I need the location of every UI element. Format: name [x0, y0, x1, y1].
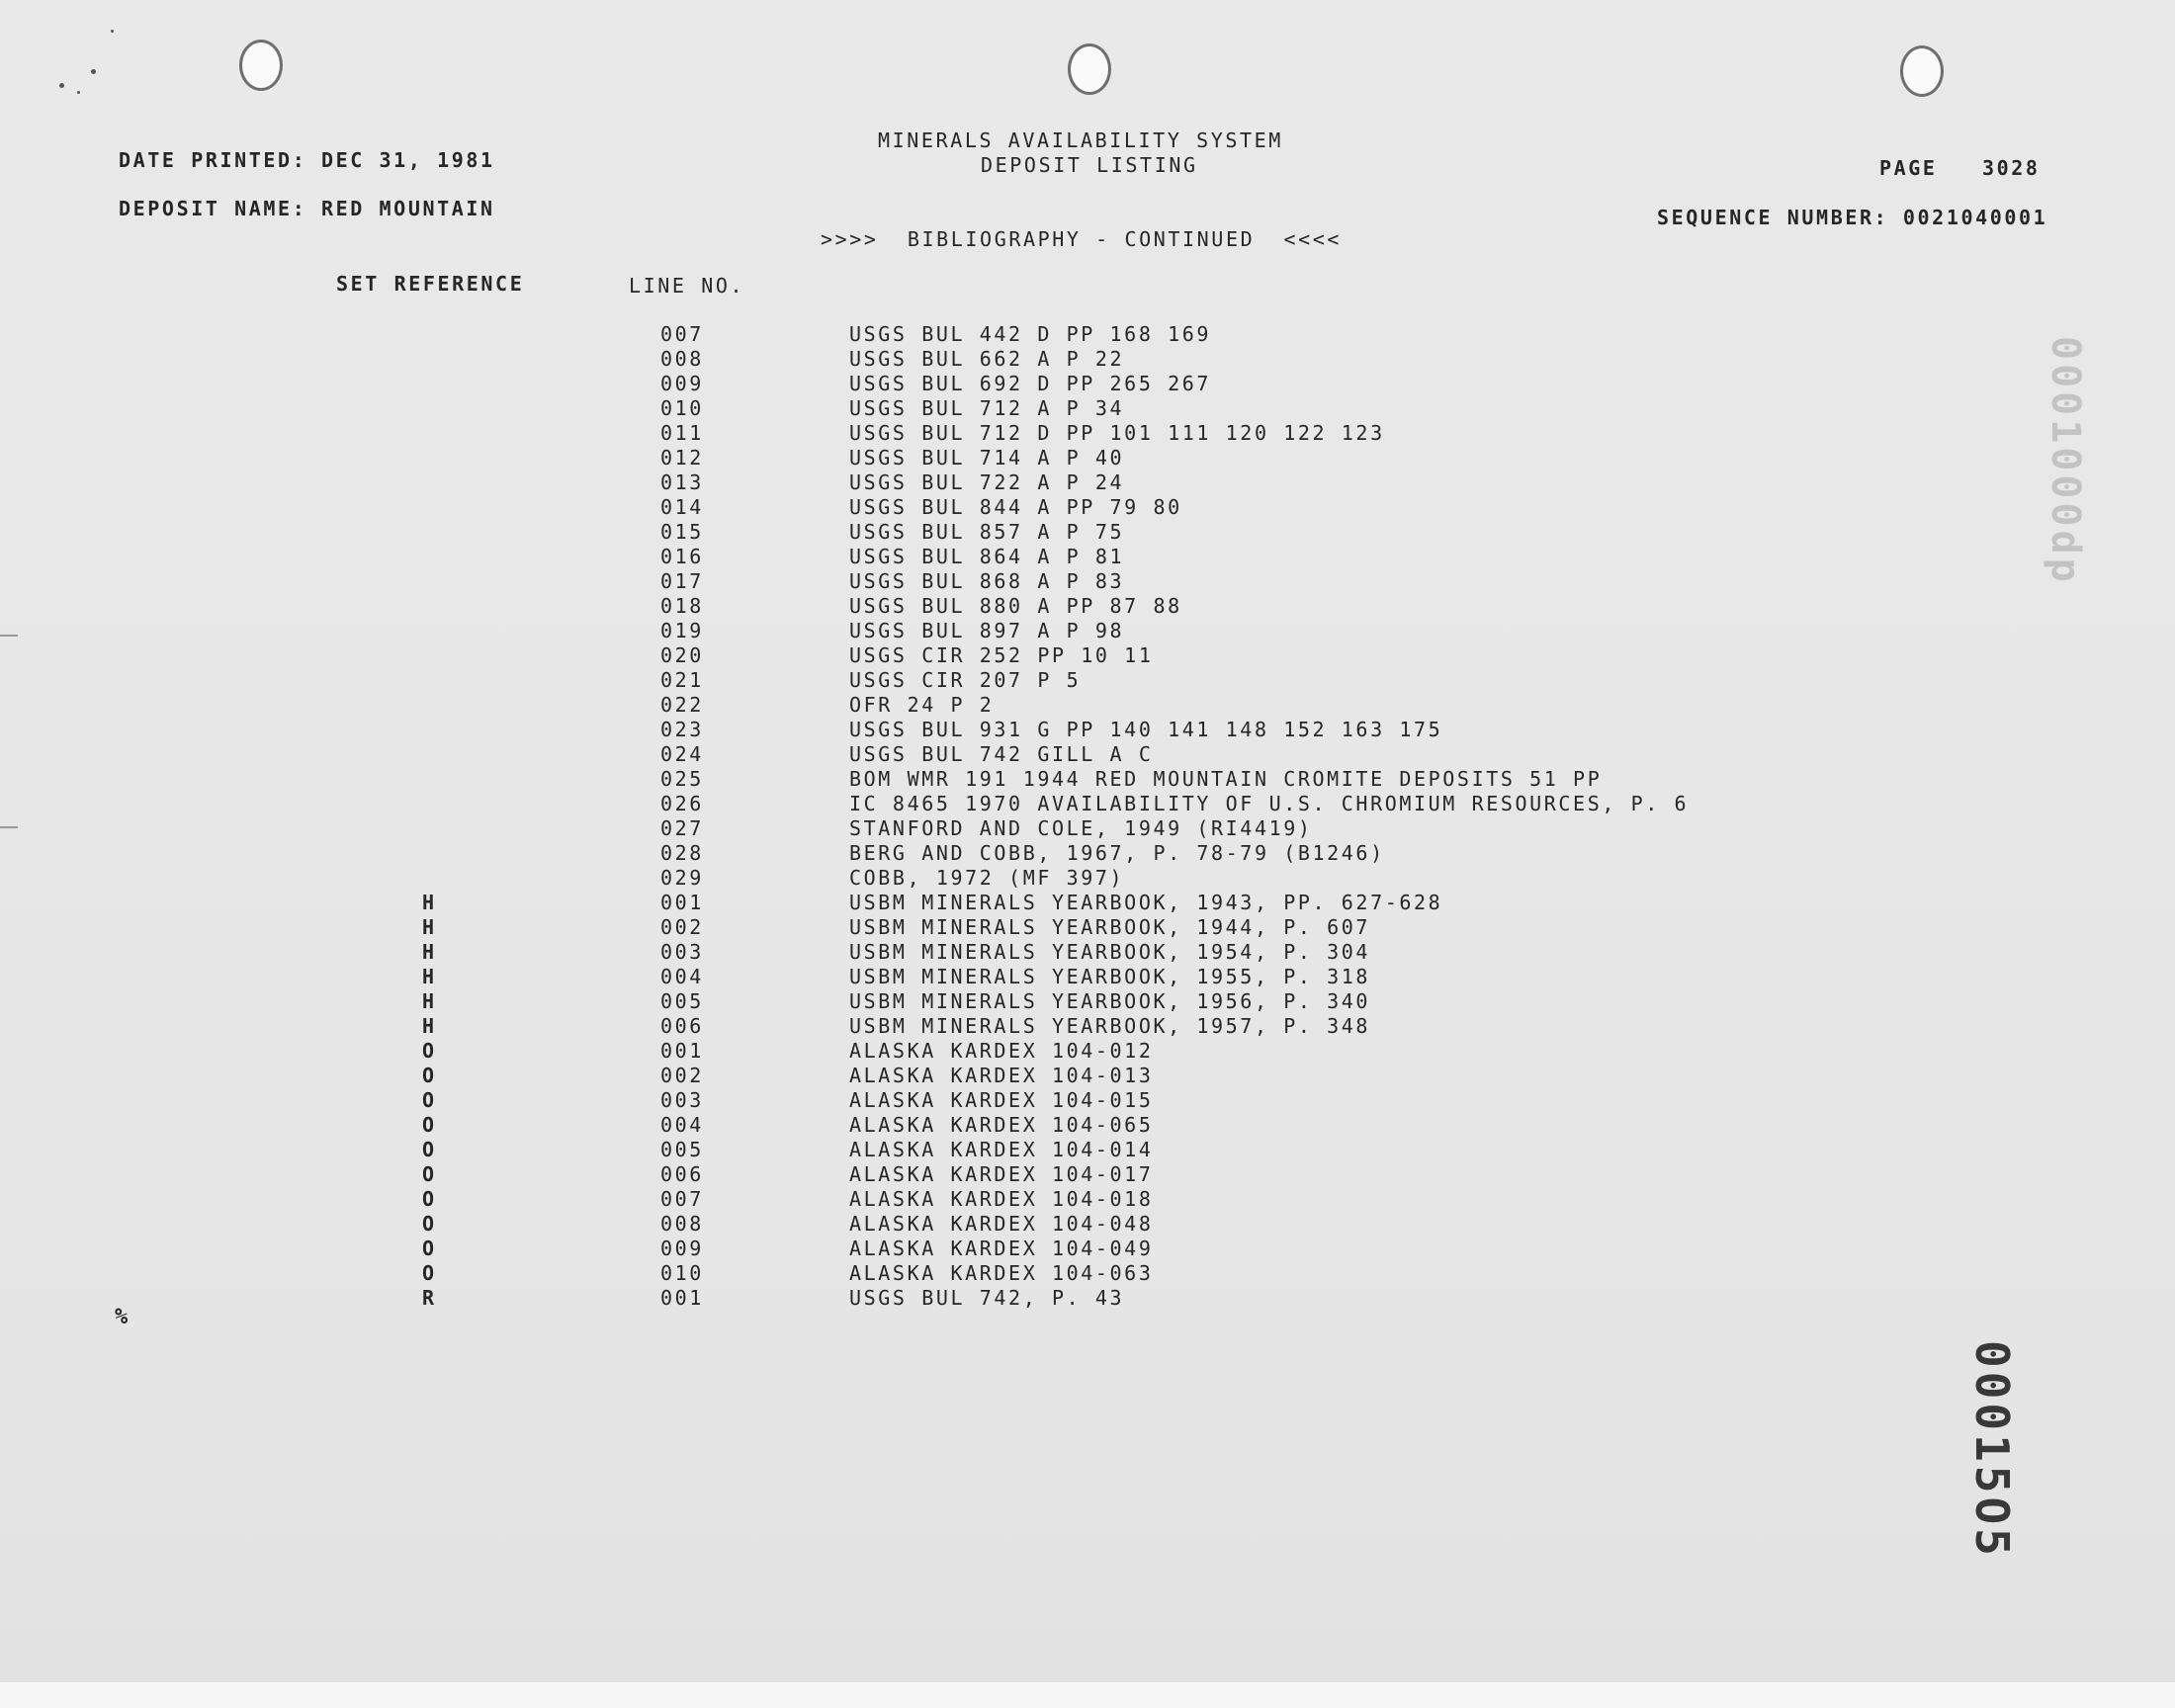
line-number-cell: 007 [660, 1187, 704, 1211]
document-number-stamp: 00015O5 [1965, 1340, 2019, 1560]
ink-speck [91, 69, 96, 74]
line-number-cell: 001 [660, 1286, 704, 1310]
set-reference-cell: O [422, 1113, 437, 1137]
reference-text-cell: OFR 24 P 2 [849, 693, 995, 717]
sequence-number: SEQUENCE NUMBER: 0021040001 [1657, 206, 2048, 229]
reference-text-cell: USBM MINERALS YEARBOOK, 1943, PP. 627-628 [849, 891, 1443, 914]
line-number-cell: 009 [660, 1237, 704, 1260]
line-number-cell: 006 [660, 1014, 704, 1038]
set-reference-cell: O [422, 1138, 437, 1161]
reference-text-cell: ALASKA KARDEX 104-017 [849, 1162, 1154, 1186]
reference-text-cell: USGS BUL 897 A P 98 [849, 619, 1125, 642]
deposit-name: DEPOSIT NAME: RED MOUNTAIN [119, 197, 495, 220]
reference-text-cell: USBM MINERALS YEARBOOK, 1954, P. 304 [849, 940, 1371, 964]
punch-hole-center [1068, 43, 1111, 95]
reference-text-cell: USGS BUL 880 A PP 87 88 [849, 594, 1182, 618]
bibliography-row [0, 816, 1780, 841]
reference-text-cell: USGS BUL 662 A P 22 [849, 347, 1125, 371]
line-number-cell: 001 [660, 1039, 704, 1063]
line-number-cell: 007 [660, 322, 704, 346]
column-header-set-reference: SET REFERENCE [336, 272, 525, 296]
punch-hole-left [239, 40, 283, 91]
reference-text-cell: ALASKA KARDEX 104-063 [849, 1261, 1154, 1285]
line-number-cell: 008 [660, 1212, 704, 1236]
reference-text-cell: STANFORD AND COLE, 1949 (RI4419) [849, 816, 1313, 840]
reference-text-cell: USGS CIR 252 PP 10 11 [849, 643, 1154, 667]
line-number-cell: 003 [660, 1088, 704, 1112]
line-number-cell: 019 [660, 619, 704, 642]
line-number-cell: 014 [660, 495, 704, 519]
line-number-cell: 025 [660, 767, 704, 791]
line-number-cell: 021 [660, 668, 704, 692]
reference-text-cell: USGS BUL 868 A P 83 [849, 569, 1125, 593]
reference-text-cell: ALASKA KARDEX 104-049 [849, 1237, 1154, 1260]
reference-text-cell: USGS BUL 722 A P 24 [849, 470, 1125, 494]
line-number-cell: 026 [660, 792, 704, 815]
line-number-cell: 002 [660, 1064, 704, 1087]
line-number-cell: 001 [660, 891, 704, 914]
line-number-cell: 002 [660, 915, 704, 939]
bibliography-row [0, 470, 1780, 495]
bibliography-row [0, 989, 1780, 1014]
set-reference-cell: O [422, 1039, 437, 1063]
line-number-cell: 013 [660, 470, 704, 494]
bibliography-row [0, 1261, 1780, 1286]
ink-speck [77, 91, 80, 94]
bibliography-row [0, 643, 1780, 668]
page-label: PAGE [1879, 156, 1938, 180]
faint-stamped-number: 0001000dp [2043, 336, 2088, 586]
bibliography-row [0, 767, 1780, 792]
line-number-cell: 029 [660, 866, 704, 890]
line-number-cell: 005 [660, 989, 704, 1013]
reference-text-cell: USGS BUL 692 D PP 265 267 [849, 372, 1212, 395]
system-title: MINERALS AVAILABILITY SYSTEM [878, 128, 1283, 152]
reference-text-cell: USGS BUL 712 D PP 101 111 120 122 123 [849, 421, 1385, 445]
set-reference-cell: O [422, 1212, 437, 1236]
reference-text-cell: IC 8465 1970 AVAILABILITY OF U.S. CHROMIUM RESOURCES, P. 6 [849, 792, 1690, 815]
line-number-cell: 016 [660, 545, 704, 568]
set-reference-cell: H [422, 915, 437, 939]
ink-speck [59, 83, 64, 88]
set-reference-cell: O [422, 1088, 437, 1112]
bibliography-row [0, 718, 1780, 742]
bibliography-row [0, 372, 1780, 396]
bibliography-row [0, 792, 1780, 816]
line-number-cell: 008 [660, 347, 704, 371]
line-number-cell: 005 [660, 1138, 704, 1161]
bibliography-row [0, 322, 1780, 347]
bibliography-row [0, 347, 1780, 372]
line-number-cell: 006 [660, 1162, 704, 1186]
percent-mark: % [115, 1305, 129, 1329]
reference-text-cell: USGS BUL 714 A P 40 [849, 446, 1125, 470]
reference-text-cell: USGS BUL 931 G PP 140 141 148 152 163 175 [849, 718, 1443, 741]
reference-text-cell: USGS BUL 864 A P 81 [849, 545, 1125, 568]
column-header-line-no: LINE NO. [629, 274, 745, 298]
set-reference-cell: H [422, 989, 437, 1013]
section-title: >>>> BIBLIOGRAPHY - CONTINUED <<<< [821, 227, 1343, 251]
bibliography-row [0, 1237, 1780, 1261]
reference-text-cell: USGS BUL 742, P. 43 [849, 1286, 1125, 1310]
date-printed: DATE PRINTED: DEC 31, 1981 [119, 148, 495, 172]
bibliography-row [0, 841, 1780, 866]
line-number-cell: 023 [660, 718, 704, 741]
line-number-cell: 010 [660, 396, 704, 420]
reference-text-cell: ALASKA KARDEX 104-014 [849, 1138, 1154, 1161]
bibliography-row [0, 1088, 1780, 1113]
bibliography-row [0, 446, 1780, 470]
bibliography-row [0, 594, 1780, 619]
line-number-cell: 018 [660, 594, 704, 618]
bibliography-row [0, 693, 1780, 718]
bibliography-row [0, 545, 1780, 569]
bibliography-row [0, 1212, 1780, 1237]
reference-text-cell: COBB, 1972 (MF 397) [849, 866, 1125, 890]
reference-text-cell: USGS BUL 844 A PP 79 80 [849, 495, 1182, 519]
reference-text-cell: BOM WMR 191 1944 RED MOUNTAIN CROMITE DEPOSITS 51 PP [849, 767, 1603, 791]
reference-text-cell: USBM MINERALS YEARBOOK, 1957, P. 348 [849, 1014, 1371, 1038]
bibliography-row [0, 1286, 1780, 1311]
bibliography-row [0, 1014, 1780, 1039]
line-number-cell: 003 [660, 940, 704, 964]
line-number-cell: 009 [660, 372, 704, 395]
bibliography-row [0, 495, 1780, 520]
set-reference-cell: O [422, 1064, 437, 1087]
bibliography-row [0, 396, 1780, 421]
bibliography-row [0, 1138, 1780, 1162]
bibliography-row [0, 1113, 1780, 1138]
bibliography-row [0, 866, 1780, 891]
bibliography-row [0, 1064, 1780, 1088]
bibliography-row [0, 965, 1780, 989]
listing-title: DEPOSIT LISTING [981, 153, 1198, 177]
line-number-cell: 027 [660, 816, 704, 840]
reference-text-cell: ALASKA KARDEX 104-015 [849, 1088, 1154, 1112]
reference-text-cell: ALASKA KARDEX 104-012 [849, 1039, 1154, 1063]
line-number-cell: 024 [660, 742, 704, 766]
bibliography-row [0, 668, 1780, 693]
reference-text-cell: USBM MINERALS YEARBOOK, 1944, P. 607 [849, 915, 1371, 939]
reference-text-cell: ALASKA KARDEX 104-013 [849, 1064, 1154, 1087]
line-number-cell: 022 [660, 693, 704, 717]
set-reference-cell: O [422, 1187, 437, 1211]
bibliography-row [0, 891, 1780, 915]
line-number-cell: 004 [660, 1113, 704, 1137]
bibliography-row [0, 421, 1780, 446]
bibliography-row [0, 1162, 1780, 1187]
bibliography-row [0, 915, 1780, 940]
reference-text-cell: USGS BUL 742 GILL A C [849, 742, 1154, 766]
reference-text-cell: ALASKA KARDEX 104-048 [849, 1212, 1154, 1236]
page-bottom-edge [0, 1682, 2175, 1708]
line-number-cell: 017 [660, 569, 704, 593]
reference-text-cell: USGS BUL 442 D PP 168 169 [849, 322, 1212, 346]
set-reference-cell: H [422, 1014, 437, 1038]
reference-text-cell: BERG AND COBB, 1967, P. 78-79 (B1246) [849, 841, 1385, 865]
line-number-cell: 015 [660, 520, 704, 544]
reference-text-cell: USGS CIR 207 P 5 [849, 668, 1082, 692]
set-reference-cell: O [422, 1162, 437, 1186]
page-number: 3028 [1982, 156, 2041, 180]
reference-text-cell: USGS BUL 712 A P 34 [849, 396, 1125, 420]
punch-hole-right [1900, 45, 1944, 97]
bibliography-row [0, 1039, 1780, 1064]
set-reference-cell: O [422, 1237, 437, 1260]
line-number-cell: 028 [660, 841, 704, 865]
reference-text-cell: ALASKA KARDEX 104-018 [849, 1187, 1154, 1211]
line-number-cell: 010 [660, 1261, 704, 1285]
set-reference-cell: R [422, 1286, 437, 1310]
line-number-cell: 011 [660, 421, 704, 445]
ink-speck [111, 30, 114, 33]
bibliography-row [0, 569, 1780, 594]
bibliography-list [0, 322, 1780, 1311]
bibliography-row [0, 940, 1780, 965]
set-reference-cell: O [422, 1261, 437, 1285]
line-number-cell: 020 [660, 643, 704, 667]
set-reference-cell: H [422, 940, 437, 964]
reference-text-cell: ALASKA KARDEX 104-065 [849, 1113, 1154, 1137]
bibliography-row [0, 1187, 1780, 1212]
bibliography-row [0, 619, 1780, 643]
set-reference-cell: H [422, 965, 437, 988]
bibliography-row [0, 520, 1780, 545]
line-number-cell: 012 [660, 446, 704, 470]
reference-text-cell: USBM MINERALS YEARBOOK, 1956, P. 340 [849, 989, 1371, 1013]
set-reference-cell: H [422, 891, 437, 914]
reference-text-cell: USBM MINERALS YEARBOOK, 1955, P. 318 [849, 965, 1371, 988]
line-number-cell: 004 [660, 965, 704, 988]
reference-text-cell: USGS BUL 857 A P 75 [849, 520, 1125, 544]
bibliography-row [0, 742, 1780, 767]
